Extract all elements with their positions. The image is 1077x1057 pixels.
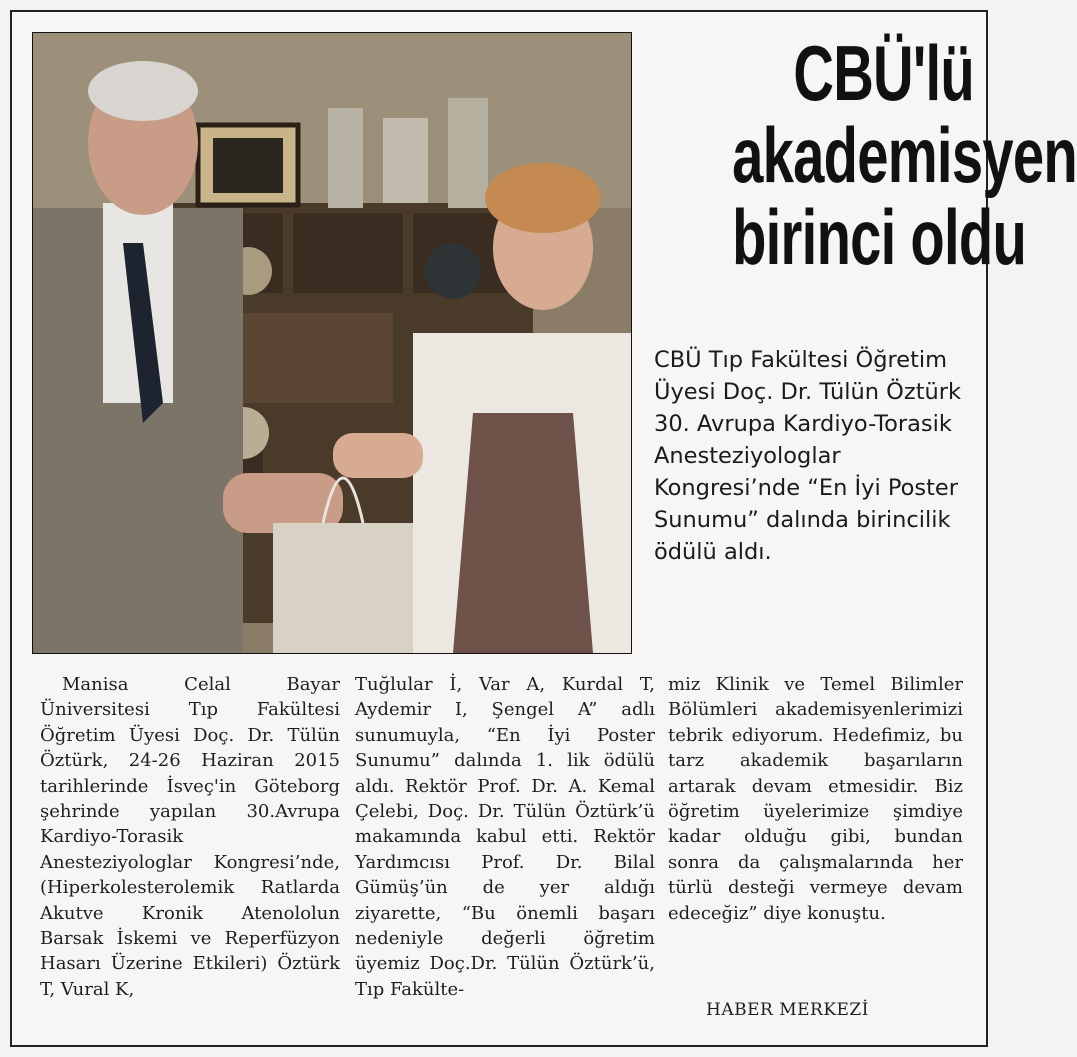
byline: HABER MERKEZİ <box>706 1000 869 1020</box>
photo-illustration <box>33 33 631 653</box>
body-column-2: Tuğlular İ, Var A, Kurdal T, Aydemir I, Şengel A” adlı sunumuyla, “En İyi Poster Sunumu” dalında 1. lik ödülü aldı. Rektör Prof. Dr. A. Kemal Çelebi, Doç. Dr. Tülün Öztürk’ü makamında kabul etti. Rektör Yardımcısı Prof. Dr. Bilal Gümüş’ün de yer aldığı ziyarette, “Bu önemli başarı nedeniyle değerli öğretim üyemiz Doç.Dr. Tülün Öztürk’ü, Tıp Fakülte- <box>355 674 655 1000</box>
headline <box>732 29 1077 281</box>
headline-line-2: akademisyen <box>732 111 1077 199</box>
body-column-3: miz Klinik ve Temel Bilimler Bölümleri akademisyenlerimizi tebrik ediyorum. Hedefimiz, bu tarz akademik başarıların artarak devam etmesidir. Biz öğretim üyelerimize şimdiye kadar olduğu gibi, bundan sonra da çalışmalarında her türlü desteği vermeye devam edeceğiz” diye konuştu. <box>668 674 963 924</box>
lead-paragraph: CBÜ Tıp Fakültesi Öğretim Üyesi Doç. Dr. Tülün Öztürk 30. Avrupa Kardiyo-Torasik Anesteziyologlar Kongresi’nde “En İyi Poster Sunumu” dalında birincilik ödülü aldı. <box>654 347 962 565</box>
body-column-1: Manisa Celal Bayar Üniversitesi Tıp Fakültesi Öğretim Üyesi Doç. Dr. Tülün Öztürk, 24-26 Haziran 2015 tarihlerinde İsveç'in Göteborg şehrinde yapılan 30.Avrupa Kardiyo-Torasik Anesteziyologlar Kongresi’nde, (Hiperkolesterolemik Ratlarda Akutve Kronik Atenololun Barsak İskemi ve Reperfüzyon Hasarı Üzerine Etkileri) Öztürk T, Vural K, <box>40 674 340 1000</box>
headline-line-3: birinci oldu <box>732 193 1027 281</box>
article-photo <box>32 32 632 654</box>
headline-line-1: CBÜ'lü <box>793 29 974 117</box>
